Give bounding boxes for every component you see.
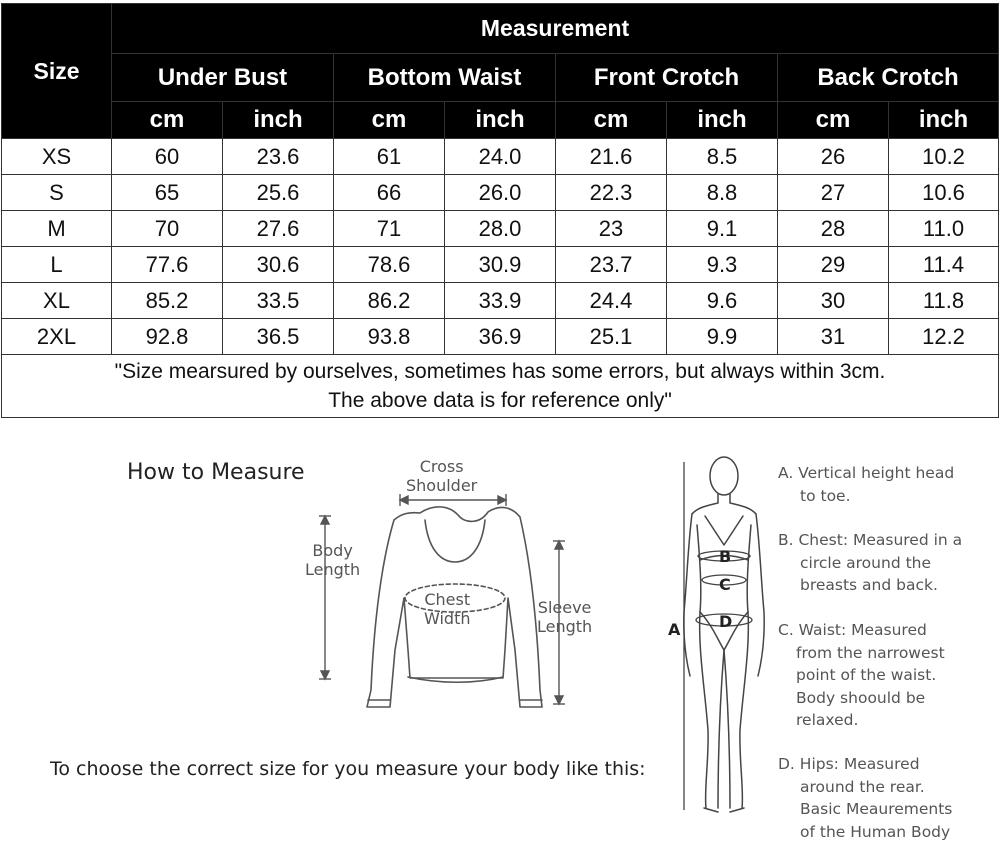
label-line: Width xyxy=(424,609,471,628)
label-line: Shoulder xyxy=(406,476,478,495)
table-cell: 8.5 xyxy=(667,139,778,175)
table-cell: 9.1 xyxy=(667,211,778,247)
measurement-header: Measurement xyxy=(112,4,999,54)
table-cell: 93.8 xyxy=(334,319,445,355)
table-cell: 11.8 xyxy=(889,283,999,319)
table-cell: 60 xyxy=(112,139,223,175)
legend-line: point of the waist. xyxy=(796,666,937,684)
size-label: 2XL xyxy=(2,319,112,355)
table-cell: 26 xyxy=(778,139,889,175)
table-cell: 27.6 xyxy=(223,211,334,247)
size-label: XL xyxy=(2,283,112,319)
label-line: Chest xyxy=(424,590,471,609)
table-cell: 78.6 xyxy=(334,247,445,283)
legend-line: relaxed. xyxy=(796,711,859,729)
unit-header: inch xyxy=(667,102,778,139)
table-cell: 70 xyxy=(112,211,223,247)
unit-header: cm xyxy=(556,102,667,139)
legend-line: Basic Meaurements xyxy=(800,800,953,818)
unit-header: inch xyxy=(889,102,999,139)
cross-shoulder-label xyxy=(406,457,477,495)
table-cell: 26.0 xyxy=(445,175,556,211)
table-cell: 61 xyxy=(334,139,445,175)
label-line: Cross xyxy=(419,457,464,476)
legend-line: from the narrowest xyxy=(796,643,945,662)
table-cell: 23 xyxy=(556,211,667,247)
group-header-front-crotch: Front Crotch xyxy=(556,54,778,102)
table-cell: 23.6 xyxy=(223,139,334,175)
table-cell: 8.8 xyxy=(667,175,778,211)
table-cell: 10.6 xyxy=(889,175,999,211)
table-cell: 24.4 xyxy=(556,283,667,319)
unit-header: inch xyxy=(223,102,334,139)
unit-header: inch xyxy=(445,102,556,139)
table-cell: 27 xyxy=(778,175,889,211)
table-cell: 86.2 xyxy=(334,283,445,319)
table-cell: 22.3 xyxy=(556,175,667,211)
note-line: The above data is for reference only" xyxy=(328,389,672,412)
table-cell: 10.2 xyxy=(889,139,999,175)
legend-line: circle around the xyxy=(800,553,932,572)
legend-line: of the Human Body xyxy=(800,822,951,841)
legend-item-d xyxy=(778,753,993,843)
label-line: Body xyxy=(312,541,353,560)
table-cell: 25.1 xyxy=(556,319,667,355)
figure-letter-c: C xyxy=(719,575,731,594)
how-to-measure-title: How to Measure xyxy=(127,460,305,485)
figure-letter-b: B xyxy=(719,547,732,566)
legend-item-b xyxy=(778,529,993,597)
table-cell: 36.9 xyxy=(445,319,556,355)
table-cell: 28.0 xyxy=(445,211,556,247)
label-line: Length xyxy=(305,560,361,579)
table-cell: 9.9 xyxy=(667,319,778,355)
table-cell: 85.2 xyxy=(112,283,223,319)
group-header-bottom-waist: Bottom Waist xyxy=(334,54,556,102)
human-figure-icon xyxy=(684,457,764,812)
table-cell: 12.2 xyxy=(889,319,999,355)
table-cell: 71 xyxy=(334,211,445,247)
group-header-under-bust: Under Bust xyxy=(112,54,334,102)
table-cell: 92.8 xyxy=(112,319,223,355)
table-cell: 65 xyxy=(112,175,223,211)
size-label: XS xyxy=(2,139,112,175)
unit-header: cm xyxy=(778,102,889,139)
legend-line: around the rear. xyxy=(800,777,925,796)
table-cell: 23.7 xyxy=(556,247,667,283)
table-cell: 30.9 xyxy=(445,247,556,283)
table-cell: 36.5 xyxy=(223,319,334,355)
group-header-back-crotch: Back Crotch xyxy=(778,54,999,102)
note-line: "Size mearsured by ourselves, sometimes has some errors, but always within 3cm. xyxy=(114,360,886,383)
figure-letter-a: A xyxy=(668,620,681,639)
size-header: Size xyxy=(2,4,112,139)
label-line: Length xyxy=(537,617,593,636)
sleeve-length-label xyxy=(537,598,592,636)
table-cell: 24.0 xyxy=(445,139,556,175)
table-cell: 11.0 xyxy=(889,211,999,247)
legend-line: to toe. xyxy=(800,486,851,505)
table-cell: 77.6 xyxy=(112,247,223,283)
table-cell: 66 xyxy=(334,175,445,211)
figure-letter-d: D xyxy=(719,612,733,631)
table-cell: 31 xyxy=(778,319,889,355)
size-label: S xyxy=(2,175,112,211)
table-cell: 21.6 xyxy=(556,139,667,175)
legend-item-c xyxy=(778,619,993,732)
legend-line: Body shoould be xyxy=(796,688,926,707)
table-cell: 25.6 xyxy=(223,175,334,211)
size-label: L xyxy=(2,247,112,283)
chest-width-label xyxy=(424,590,470,628)
legend-line: D. Hips: Measured xyxy=(778,755,920,773)
legend-item-a xyxy=(778,462,993,507)
table-cell: 11.4 xyxy=(889,247,999,283)
measure-instruction-text: To choose the correct size for you measure your body like this: xyxy=(50,758,646,780)
table-cell: 33.9 xyxy=(445,283,556,319)
unit-header: cm xyxy=(112,102,223,139)
table-cell: 30 xyxy=(778,283,889,319)
body-length-label xyxy=(305,541,360,579)
label-line: Sleeve xyxy=(537,598,592,617)
legend-line: A. Vertical height head xyxy=(778,464,955,482)
size-label: M xyxy=(2,211,112,247)
legend-line: C. Waist: Measured xyxy=(778,621,927,639)
table-cell: 29 xyxy=(778,247,889,283)
legend-line: breasts and back. xyxy=(800,576,938,594)
table-cell: 30.6 xyxy=(223,247,334,283)
table-cell: 9.3 xyxy=(667,247,778,283)
unit-header: cm xyxy=(334,102,445,139)
table-cell: 33.5 xyxy=(223,283,334,319)
legend-line: B. Chest: Measured in a xyxy=(778,531,963,549)
table-cell: 28 xyxy=(778,211,889,247)
table-cell: 9.6 xyxy=(667,283,778,319)
